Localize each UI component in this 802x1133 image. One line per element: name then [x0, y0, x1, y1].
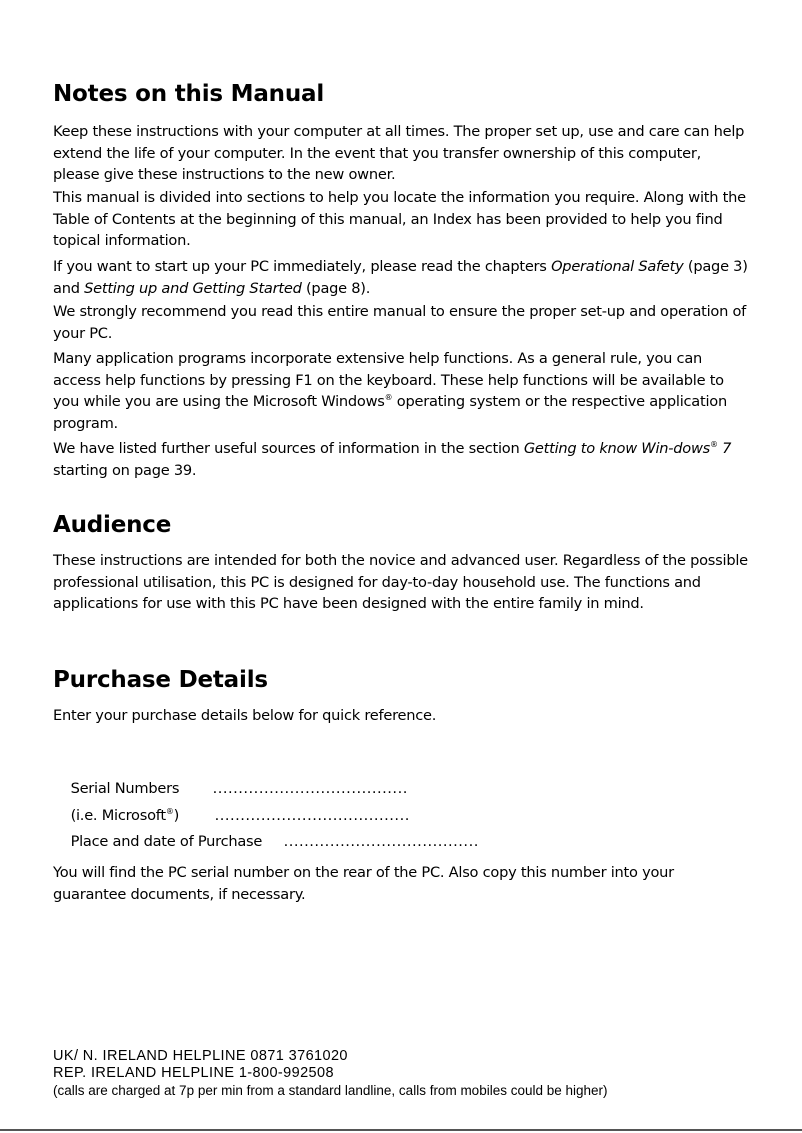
- text: operating system or the respective application program.: [53, 393, 727, 432]
- registered-mark: ®: [384, 393, 393, 402]
- text: 7: [717, 440, 732, 457]
- text: (page 8).: [301, 279, 371, 297]
- text: Getting to know Win-dows: [523, 440, 711, 457]
- heading-notes-on-manual: Notes on this Manual: [53, 81, 325, 107]
- helpline-footer: [53, 1048, 608, 1100]
- serial-location-note: You will find the PC serial number on the rear of the PC. Also copy this number into your guarantee documents, if necessary.: [53, 864, 674, 903]
- helpline-ireland: REP. IRELAND HELPLINE 1-800-992508: [53, 1065, 334, 1081]
- page-bottom-rule: [0, 1129, 802, 1131]
- notes-paragraph-1: Keep these instructions with your computer at all times. The proper set up, use and care can help extend the life of your computer. In the event that you transfer ownership of this computer, please give these instructions to the new owner.: [53, 123, 745, 183]
- call-charges-note: (calls are charged at 7p per min from a standard landline, calls from mobiles could be higher): [53, 1083, 608, 1098]
- fill-in-line: ......................................: [212, 780, 408, 797]
- registered-mark: ®: [710, 440, 718, 449]
- notes-paragraph-2: This manual is divided into sections to help you locate the information you require. Along with the Table of Contents at the beginning of this manual, an Index has been provided to help you find topical information.: [53, 189, 746, 249]
- field-label: Place and date of Purchase: [70, 833, 263, 850]
- chapter-ref-operational-safety: Operational Safety: [551, 258, 684, 275]
- text: starting on page 39.: [53, 461, 197, 479]
- fill-in-line: ......................................: [283, 833, 479, 850]
- audience-paragraph: These instructions are intended for both the novice and advanced user. Regardless of the possible professional utilisation, this PC is designed for day-to-day household use. The functions and applications for use with this PC have been designed with the entire family in mind.: [53, 552, 748, 612]
- section-ref-getting-to-know-windows: [524, 440, 731, 457]
- heading-purchase-details: Purchase Details: [53, 667, 268, 693]
- notes-paragraph-3: [53, 256, 748, 299]
- purchase-intro: Enter your purchase details below for quick reference.: [53, 707, 437, 724]
- registered-mark: ®: [165, 807, 174, 816]
- chapter-ref-setting-up: Setting up and Getting Started: [84, 279, 302, 297]
- notes-paragraph-4: We strongly recommend you read this entire manual to ensure the proper set-up and operation of your PC.: [53, 303, 747, 342]
- text: ): [173, 807, 180, 824]
- text: Many application programs incorporate extensive help functions. As a general rule, you can access help functions by pressing F1 on the keyboard. These help functions will be available to you while you are using the Microsoft Windows: [53, 350, 724, 410]
- text: We have listed further useful sources of information in the section: [53, 440, 524, 457]
- notes-paragraph-5: [53, 348, 748, 434]
- text: (i.e. Microsoft: [70, 807, 166, 824]
- text: (page 3) and: [53, 258, 748, 297]
- fill-in-line: ......................................: [214, 807, 410, 824]
- notes-paragraph-6: [53, 438, 748, 481]
- text: If you want to start up your PC immediately, please read the chapters: [53, 258, 552, 275]
- heading-audience: Audience: [53, 512, 172, 538]
- helpline-uk: UK/ N. IRELAND HELPLINE 0871 3761020: [53, 1048, 348, 1064]
- field-label: Serial Numbers: [70, 780, 180, 797]
